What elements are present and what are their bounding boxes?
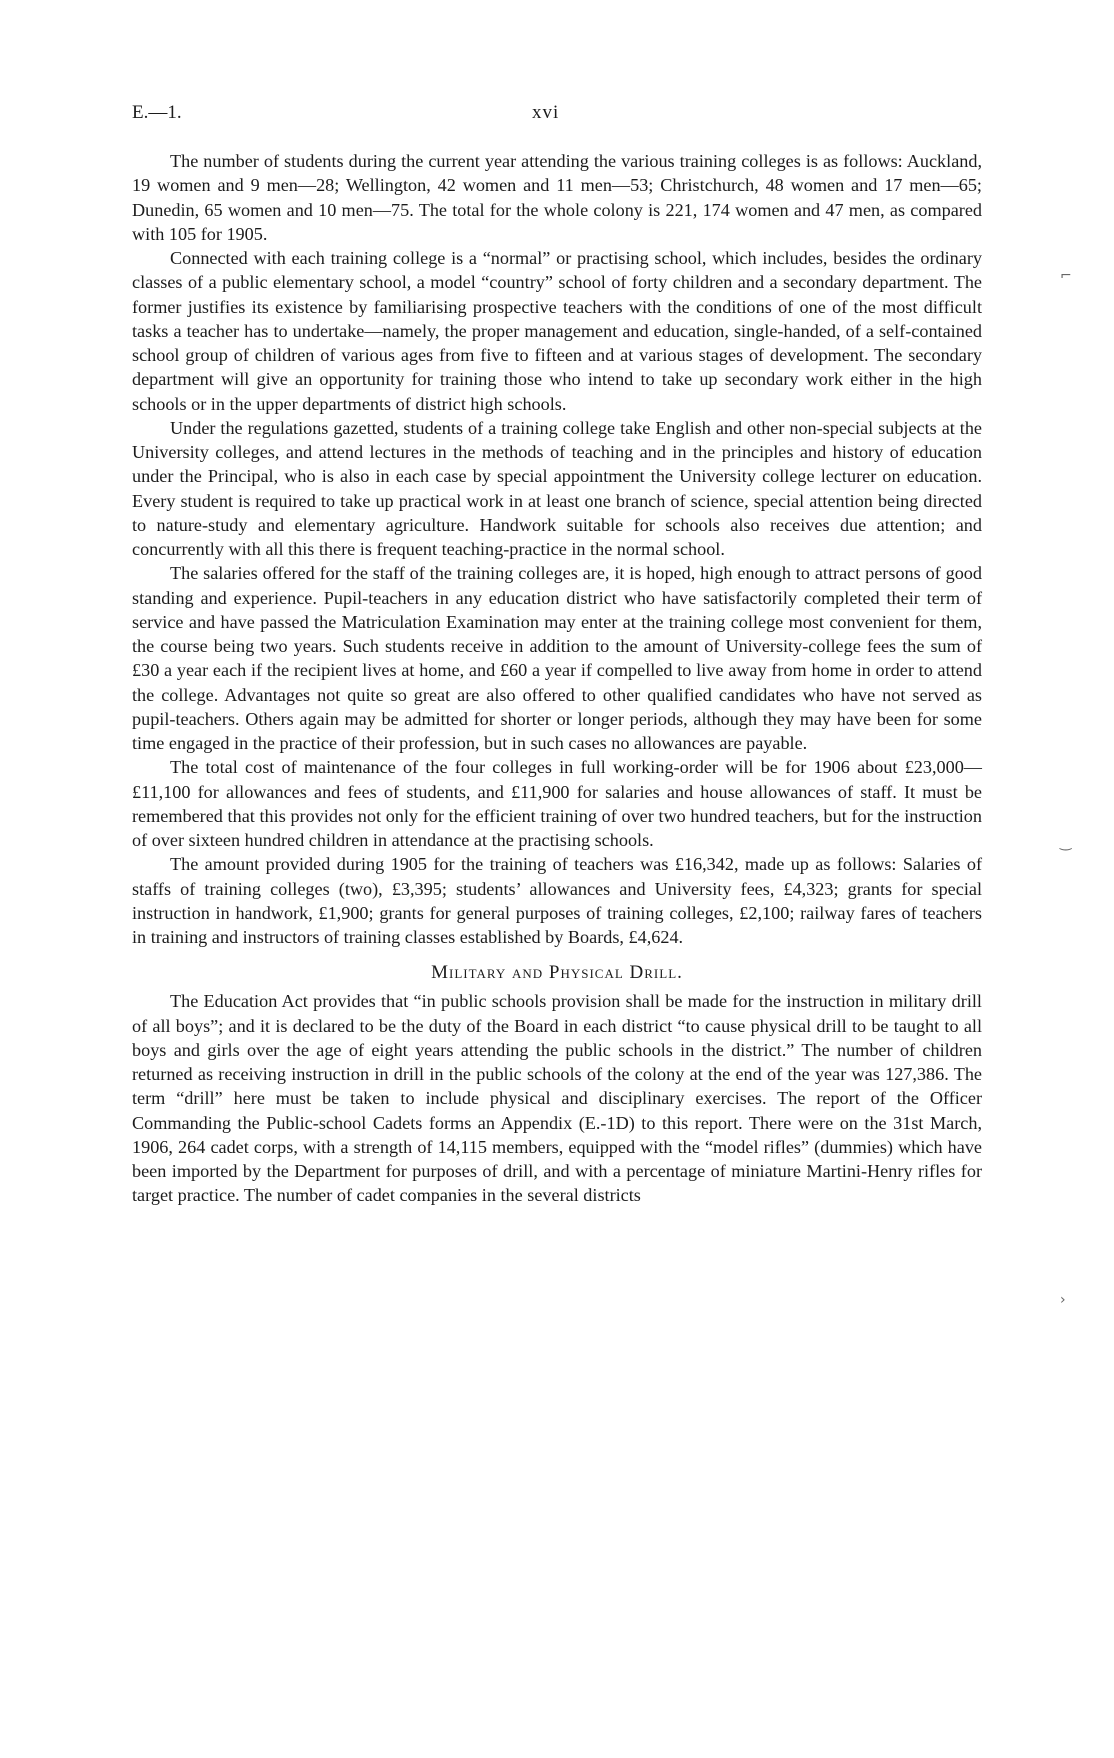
paragraph-education-act: The Education Act provides that “in public schools provision shall be made for the instruction in military drill of all boys”; and it is declared to be the duty of the Board in each district “to cause physical drill to be taught to all boys and girls over the age of eight years attending the public schools in the district.” The number of children returned as receiving instruction in drill in the public schools of the colony at the end of the year was 127,386. The term “drill” here must be taken to include physical and disciplinary exercises. The report of the Officer Commanding the Public-school Cadets forms an Appendix (E.-1D) to this report. There were on the 31st March, 1906, 264 cadet corps, with a strength of 14,115 members, equipped with the “model rifles” (dummies) which have been imported by the Department for purposes of drill, and with a percentage of miniature Martini-Henry rifles for target practice. The number of cadet companies in the several districts <box>132 991 982 1206</box>
paragraph-total-cost: The total cost of maintenance of the four colleges in full working-order will be for 1906 about £23,000—£11,100 for allowances and fees of students, and £11,900 for salaries and house allowances of staff. It must be remembered that this provides not only for the efficient training of over two hundred teachers, but for the instruction of over sixteen hundred children in attendance at the practising schools. <box>132 757 982 850</box>
paragraph-salaries: The salaries offered for the staff of the training colleges are, it is hoped, high enough to attract persons of good standing and experience. Pupil-teachers in any education district who have satisfactorily completed their term of service and have passed the Matriculation Examination may enter at the training college most convenient for them, the course being two years. Such students receive in addition to the amount of University-college fees the sum of £30 a year each if the recipient lives at home, and £60 a year if compelled to live away from home in order to attend the college. Advantages not quite so great are also offered to other qualified candidates who have not served as pupil-teachers. Others again may be admitted for shorter or longer periods, although they may have been for some time engaged in the practice of their profession, but in such cases no allowances are payable. <box>132 563 982 753</box>
document-reference: E.—1. <box>132 102 182 123</box>
paragraph-regulations: Under the regulations gazetted, students of a training college take English and other non-special subjects at the University colleges, and attend lectures in the methods of teaching and in the principles and history of education under the Principal, who is also in each case by special appointment the University college lecturer on education. Every student is required to take up practical work in at least one branch of science, special attention being directed to nature-study and elementary agriculture. Handwork suitable for schools also receives due attention; and concurrently with all this there is frequent teaching-practice in the normal school. <box>132 417 982 559</box>
page-header <box>132 102 982 126</box>
margin-mark-icon: ‿ <box>1060 835 1072 851</box>
section-heading: Military and Physical Drill. <box>431 962 683 984</box>
paragraph-amount-provided: The amount provided during 1905 for the training of teachers was £16,342, made up as follows: Salaries of staffs of training colleges (two), £3,395; students’ allowances and University fees, £4,323; grants for special instruction in handwork, £1,900; grants for general purposes of training colleges, £2,100; railway fares of teachers in training and instructors of training classes established by Boards, £4,624. <box>132 854 982 947</box>
margin-mark-icon: › <box>1060 1292 1066 1308</box>
page-number: xvi <box>532 102 560 123</box>
paragraph-normal-school: Connected with each training college is a “normal” or practising school, which includes, besides the ordinary classes of a public elementary school, a model “country” school of forty children and a secondary department. The former justifies its existence by familiarising prospective teachers with the conditions of one of the most difficult tasks a teacher has to undertake—namely, the proper management and education, single-handed, of a self-contained school group of children of various ages from five to fifteen and at various stages of development. The secondary department will give an opportunity for training those who intend to take up secondary work either in the high schools or in the upper departments of district high schools. <box>132 248 982 414</box>
paragraph-students: The number of students during the current year attending the various training colleges is as follows: Auckland, 19 women and 9 men—28; Wellington, 42 women and 11 men—53; Christchurch, 48 women and 17 men—65; Dunedin, 65 women and 10 men—75. The total for the whole colony is 221, 174 women and 47 men, as compared with 105 for 1905. <box>132 151 982 244</box>
body-text <box>132 149 982 1208</box>
margin-mark-icon: ⌐ <box>1060 268 1072 284</box>
